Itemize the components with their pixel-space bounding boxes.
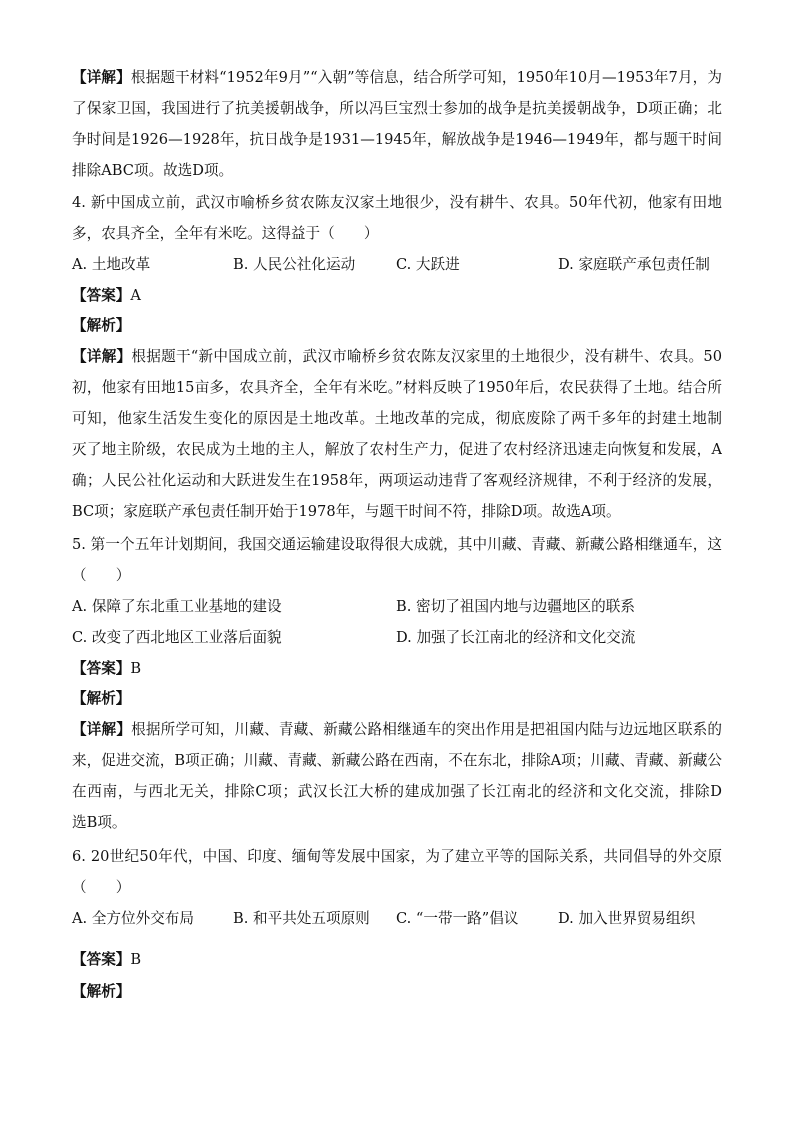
q5-stem-line-2: （ ） bbox=[72, 567, 131, 584]
q4-detail-line-2: 初，他家有田地15亩多，农具齐全，全年有米吃。”材料反映了1950年后，农民获得了土地。结合所 bbox=[72, 379, 722, 396]
q5-analysis-tag: 【解析】 bbox=[72, 690, 131, 707]
q6-analysis-tag: 【解析】 bbox=[72, 983, 131, 1000]
q4-analysis-tag: 【解析】 bbox=[72, 317, 131, 334]
q4-detail-text-1: 根据题干“新中国成立前，武汉市喻桥乡贫农陈友汉家里的土地很少，没有耕牛、农具。50 bbox=[131, 348, 722, 365]
q5-option-c: C. 改变了西北地区工业落后面貌 bbox=[72, 629, 282, 646]
q4-option-a: A. 土地改革 bbox=[72, 256, 151, 273]
q5-detail-line-4: 选B项。 bbox=[72, 814, 127, 831]
q6-stem-line-2: （ ） bbox=[72, 879, 131, 896]
q6-option-c: C. “一带一路”倡议 bbox=[396, 910, 519, 927]
answer-tag: 【答案】 bbox=[72, 287, 131, 304]
q4-option-b: B. 人民公社化运动 bbox=[233, 256, 356, 273]
q5-option-a: A. 保障了东北重工业基地的建设 bbox=[72, 598, 282, 615]
q5-option-b: B. 密切了祖国内地与边疆地区的联系 bbox=[396, 598, 635, 615]
q5-detail-text-1: 根据所学可知，川藏、青藏、新藏公路相继通车的突出作用是把祖国内陆与边远地区联系的 bbox=[131, 721, 722, 738]
q6-stem-line-1: 6. 20世纪50年代，中国、印度、缅甸等发展中国家，为了建立平等的国际关系，共同倡导的外交原 bbox=[72, 848, 722, 865]
detail-tag: 【详解】 bbox=[72, 69, 131, 86]
q3-detail-line-3: 争时间是1926—1928年，抗日战争是1931—1945年，解放战争是1946—1949年，都与题干时间 bbox=[72, 131, 722, 148]
q4-option-c: C. 大跃进 bbox=[396, 256, 460, 273]
q6-option-a: A. 全方位外交布局 bbox=[72, 910, 194, 927]
q4-stem-line-1: 4. 新中国成立前，武汉市喻桥乡贫农陈友汉家土地很少，没有耕牛、农具。50年代初，他家有田地 bbox=[72, 194, 722, 211]
q4-detail-line-4: 灭了地主阶级，农民成为土地的主人，解放了农村生产力，促进了农村经济迅速走向恢复和发展，A bbox=[72, 441, 722, 458]
detail-tag: 【详解】 bbox=[72, 348, 132, 365]
q4-detail-line-3: 可知，他家生活发生变化的原因是土地改革。土地改革的完成，彻底废除了两千多年的封建土地制 bbox=[72, 410, 722, 427]
answer-value: B bbox=[130, 951, 142, 968]
q5-option-d: D. 加强了长江南北的经济和文化交流 bbox=[396, 629, 636, 646]
answer-value: B bbox=[130, 660, 142, 677]
q5-stem-line-1: 5. 第一个五年计划期间，我国交通运输建设取得很大成就，其中川藏、青藏、新藏公路相继通车，这 bbox=[72, 536, 722, 553]
detail-tag: 【详解】 bbox=[72, 721, 132, 738]
q3-detail-line-2: 了保家卫国，我国进行了抗美援朝战争，所以冯巨宝烈士参加的战争是抗美援朝战争，D项正确；北 bbox=[72, 100, 722, 117]
q6-option-b: B. 和平共处五项原则 bbox=[233, 910, 370, 927]
q5-answer bbox=[72, 659, 722, 679]
q4-option-d: D. 家庭联产承包责任制 bbox=[558, 256, 710, 273]
q6-answer bbox=[72, 950, 722, 970]
answer-tag: 【答案】 bbox=[72, 951, 131, 968]
q4-answer bbox=[72, 286, 722, 306]
q5-detail-line-3: 在西南，与西北无关，排除C项；武汉长江大桥的建成加强了长江南北的经济和文化交流，排除D bbox=[72, 783, 722, 800]
q3-detail-text-1: 根据题干材料“1952年9月”“入朝”等信息，结合所学可知，1950年10月—1953年7月，为 bbox=[130, 69, 722, 86]
q4-detail-line-1 bbox=[72, 347, 722, 367]
q3-detail-line-4: 排除ABC项。故选D项。 bbox=[72, 162, 234, 179]
q6-option-d: D. 加入世界贸易组织 bbox=[558, 910, 696, 927]
q4-detail-line-6: BC项；家庭联产承包责任制开始于1978年，与题干时间不符，排除D项。故选A项。 bbox=[72, 503, 621, 520]
q5-detail-line-2: 来，促进交流，B项正确；川藏、青藏、新藏公路在西南，不在东北，排除A项；川藏、青藏、新藏公 bbox=[72, 752, 722, 769]
q3-detail-line-1 bbox=[72, 68, 722, 88]
q5-detail-line-1 bbox=[72, 720, 722, 740]
q4-stem-line-2: 多，农具齐全，全年有米吃。这得益于（ ） bbox=[72, 225, 379, 242]
answer-value: A bbox=[130, 287, 141, 304]
answer-tag: 【答案】 bbox=[72, 660, 131, 677]
q4-detail-line-5: 确；人民公社化运动和大跃进发生在1958年，两项运动违背了客观经济规律，不利于经济的发展， bbox=[72, 472, 722, 489]
